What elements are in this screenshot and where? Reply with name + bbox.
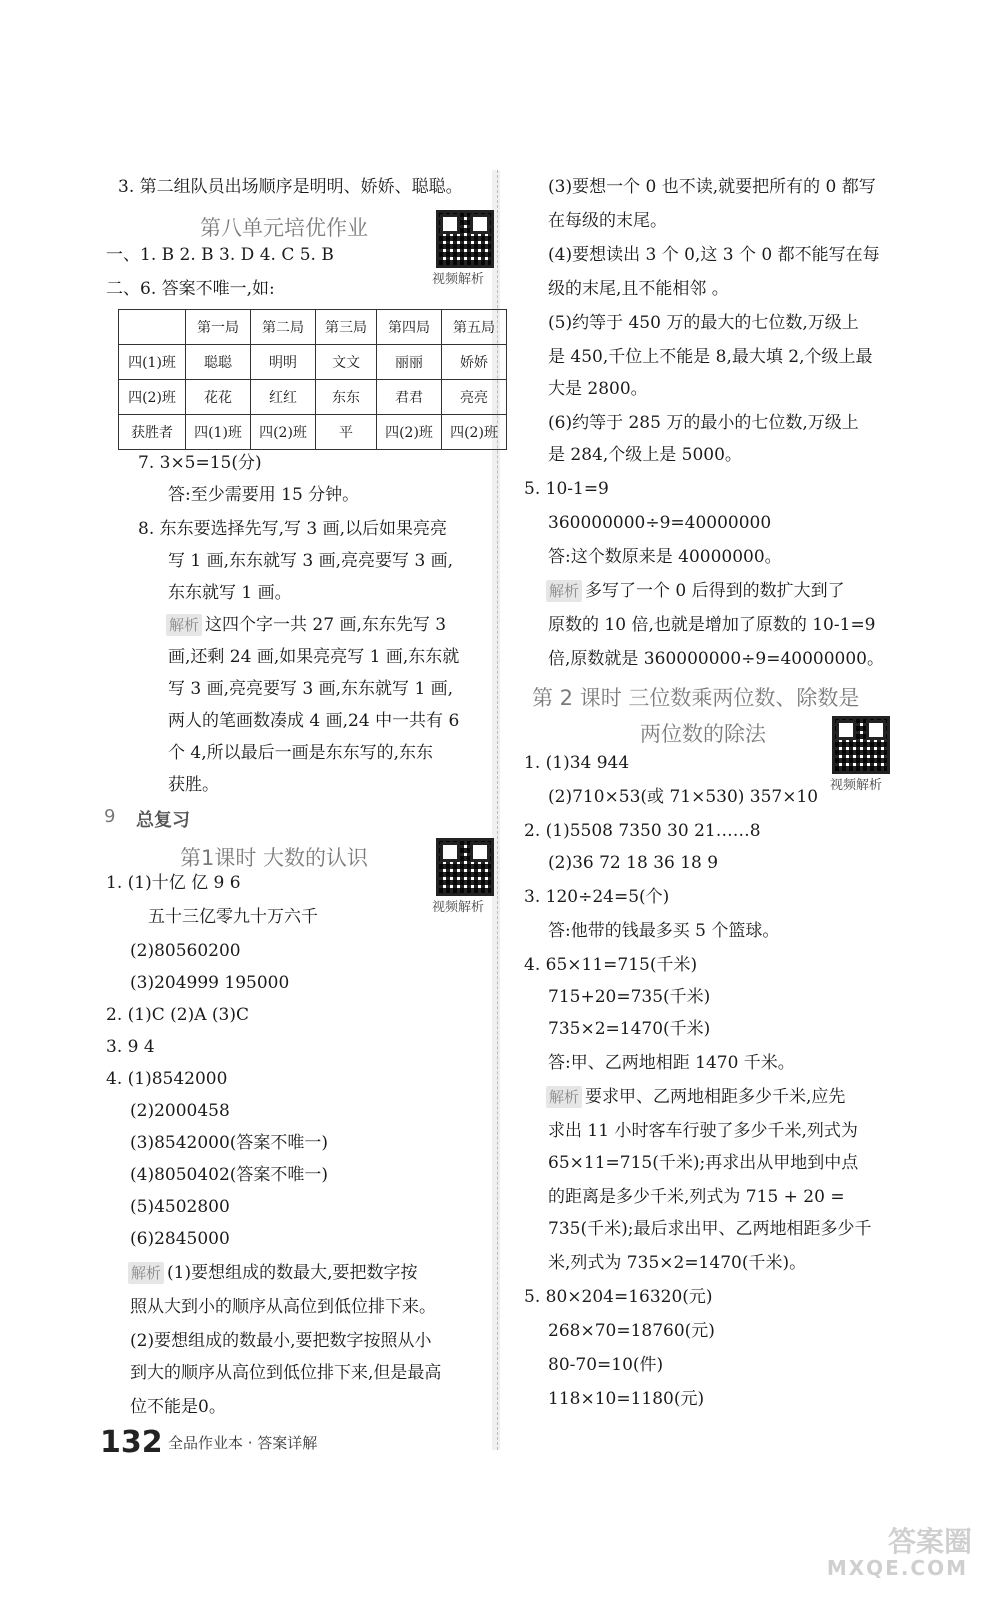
text-line: 360000000÷9=40000000 bbox=[548, 513, 772, 533]
table-cell: 四(2)班 bbox=[442, 415, 507, 450]
text-line: 写 1 画,东东就写 3 画,亮亮要写 3 画, bbox=[168, 551, 454, 571]
text-line: 735×2=1470(千米) bbox=[548, 1019, 711, 1039]
table-cell: 第四局 bbox=[377, 310, 442, 345]
text-line: 8. 东东要选择先写,写 3 画,以后如果亮亮 bbox=[138, 519, 448, 539]
table-cell: 四(2)班 bbox=[251, 415, 316, 450]
table-cell: 四(1)班 bbox=[119, 345, 186, 380]
text-line: 倍,原数就是 360000000÷9=40000000。 bbox=[548, 649, 884, 669]
text-line: 答:这个数原来是 40000000。 bbox=[548, 547, 782, 567]
text-line: 的距离是多少千米,列式为 715 + 20 = bbox=[548, 1187, 845, 1207]
qr-code-icon[interactable] bbox=[436, 838, 494, 896]
text-line: 3. 第二组队员出场顺序是明明、娇娇、聪聪。 bbox=[118, 177, 463, 197]
table-row bbox=[119, 380, 507, 415]
table-cell: 亮亮 bbox=[442, 380, 507, 415]
section-title: 两位数的除法 bbox=[640, 722, 766, 746]
text-line: 答:他带的钱最多买 5 个篮球。 bbox=[548, 921, 780, 941]
text-line: 65×11=715(千米);再求出从甲地到中点 bbox=[548, 1153, 859, 1173]
table-cell: 获胜者 bbox=[119, 415, 186, 450]
table-cell: 平 bbox=[316, 415, 377, 450]
table-cell: 四(1)班 bbox=[186, 415, 251, 450]
text-line: 5. 10-1=9 bbox=[524, 479, 609, 499]
text-line: (6)2845000 bbox=[130, 1229, 230, 1249]
section-title: 第1课时 大数的认识 bbox=[180, 846, 369, 870]
text-line: 照从大到小的顺序从高位到低位排下来。 bbox=[130, 1297, 436, 1317]
text-line: 米,列式为 735×2=1470(千米)。 bbox=[548, 1253, 807, 1273]
text-line: 画,还剩 24 画,如果亮亮写 1 画,东东就 bbox=[168, 647, 460, 667]
table-cell: 四(2)班 bbox=[377, 415, 442, 450]
table-cell: 君君 bbox=[377, 380, 442, 415]
table-cell: 娇娇 bbox=[442, 345, 507, 380]
text-line: 4. (1)8542000 bbox=[106, 1069, 228, 1089]
page-number: 132 bbox=[100, 1425, 163, 1460]
text-line: 要求甲、乙两地相距多少千米,应先 bbox=[585, 1087, 846, 1107]
table-cell: 聪聪 bbox=[186, 345, 251, 380]
table-row bbox=[119, 345, 507, 380]
text-line: 在每级的末尾。 bbox=[548, 211, 667, 231]
score-table bbox=[118, 309, 507, 450]
text-line: (3)要想一个 0 也不读,就要把所有的 0 都写 bbox=[548, 177, 876, 197]
footer-title: 全品作业本 · 答案详解 bbox=[168, 1434, 318, 1452]
text-line: 二、6. 答案不唯一,如: bbox=[106, 279, 275, 299]
text-line: 位不能是0。 bbox=[130, 1397, 226, 1417]
watermark-logo: 答案圈 bbox=[887, 1525, 972, 1558]
table-cell bbox=[119, 310, 186, 345]
text-line: 2. (1)5508 7350 30 21……8 bbox=[524, 821, 761, 841]
watermark-domain: MXQE.COM bbox=[826, 1556, 968, 1580]
analysis-line bbox=[546, 580, 845, 602]
chapter-title: 总复习 bbox=[136, 810, 190, 831]
text-line: (3)204999 195000 bbox=[130, 973, 290, 993]
analysis-line bbox=[128, 1262, 418, 1284]
text-line: 7. 3×5=15(分) bbox=[138, 453, 262, 473]
text-line: 3. 9 4 bbox=[106, 1037, 155, 1057]
text-line: 到大的顺序从高位到低位排下来,但是最高 bbox=[130, 1363, 442, 1383]
text-line: 是 284,个级上是 5000。 bbox=[548, 445, 742, 465]
text-line: 1. (1)34 944 bbox=[524, 753, 630, 773]
text-line: 268×70=18760(元) bbox=[548, 1321, 715, 1341]
analysis-line bbox=[166, 614, 446, 636]
analysis-badge: 解析 bbox=[166, 614, 202, 636]
text-line: 5. 80×204=16320(元) bbox=[524, 1287, 713, 1307]
text-line: 715+20=735(千米) bbox=[548, 987, 711, 1007]
text-line: 2. (1)C (2)A (3)C bbox=[106, 1005, 249, 1025]
text-line: 118×10=1180(元) bbox=[548, 1389, 705, 1409]
text-line: 两人的笔画数凑成 4 画,24 中一共有 6 bbox=[168, 711, 460, 731]
text-line: (3)8542000(答案不唯一) bbox=[130, 1133, 329, 1153]
text-line: 求出 11 小时客车行驶了多少千米,列式为 bbox=[548, 1121, 858, 1141]
text-line: 1. (1)十亿 亿 9 6 bbox=[106, 873, 241, 893]
table-cell: 第二局 bbox=[251, 310, 316, 345]
text-line: (4)8050402(答案不唯一) bbox=[130, 1165, 329, 1185]
analysis-badge: 解析 bbox=[546, 580, 582, 602]
text-line: 东东就写 1 画。 bbox=[168, 583, 292, 603]
analysis-badge: 解析 bbox=[546, 1086, 582, 1108]
text-line: (4)要想读出 3 个 0,这 3 个 0 都不能写在每 bbox=[548, 245, 880, 265]
text-line: 80-70=10(件) bbox=[548, 1355, 664, 1375]
table-row bbox=[119, 310, 507, 345]
text-line: 4. 65×11=715(千米) bbox=[524, 955, 698, 975]
table-cell: 第一局 bbox=[186, 310, 251, 345]
qr-label: 视频解析 bbox=[830, 778, 883, 793]
table-cell: 明明 bbox=[251, 345, 316, 380]
text-line: 五十三亿零九十万六千 bbox=[148, 907, 318, 927]
text-line: 获胜。 bbox=[168, 775, 219, 795]
section-title: 第 2 课时 三位数乘两位数、除数是 bbox=[532, 686, 860, 710]
text-line: 大是 2800。 bbox=[548, 379, 648, 399]
text-line: (1)要想组成的数最大,要把数字按 bbox=[167, 1263, 418, 1283]
chapter-number: 9 bbox=[104, 806, 116, 827]
text-line: (5)约等于 450 万的最大的七位数,万级上 bbox=[548, 313, 859, 333]
table-cell: 丽丽 bbox=[377, 345, 442, 380]
text-line: 原数的 10 倍,也就是增加了原数的 10-1=9 bbox=[548, 615, 876, 635]
text-line: 735(千米);最后求出甲、乙两地相距多少千 bbox=[548, 1219, 872, 1239]
analysis-badge: 解析 bbox=[128, 1262, 164, 1284]
text-line: (2)710×53(或 71×530) 357×10 bbox=[548, 787, 819, 807]
text-line: 3. 120÷24=5(个) bbox=[524, 887, 670, 907]
analysis-line bbox=[546, 1086, 845, 1108]
section-title: 第八单元培优作业 bbox=[200, 216, 368, 240]
table-cell: 花花 bbox=[186, 380, 251, 415]
text-line: 个 4,所以最后一画是东东写的,东东 bbox=[168, 743, 434, 763]
table-cell: 红红 bbox=[251, 380, 316, 415]
text-line: 一、1. B 2. B 3. D 4. C 5. B bbox=[106, 245, 334, 265]
text-line: 写 3 画,亮亮要写 3 画,东东就写 1 画, bbox=[168, 679, 454, 699]
table-cell: 第三局 bbox=[316, 310, 377, 345]
text-line: (2)2000458 bbox=[130, 1101, 230, 1121]
text-line: 是 450,千位上不能是 8,最大填 2,个级上最 bbox=[548, 347, 873, 367]
text-line: (2)36 72 18 36 18 9 bbox=[548, 853, 719, 873]
text-line: 答:至少需要用 15 分钟。 bbox=[168, 485, 360, 505]
qr-label: 视频解析 bbox=[432, 900, 485, 915]
text-line: (6)约等于 285 万的最小的七位数,万级上 bbox=[548, 413, 859, 433]
text-line: (2)要想组成的数最小,要把数字按照从小 bbox=[130, 1331, 432, 1351]
qr-label: 视频解析 bbox=[432, 272, 485, 287]
text-line: 答:甲、乙两地相距 1470 千米。 bbox=[548, 1053, 795, 1073]
text-line: (5)4502800 bbox=[130, 1197, 230, 1217]
text-line: 多写了一个 0 后得到的数扩大到了 bbox=[585, 581, 845, 601]
text-line: (2)80560200 bbox=[130, 941, 241, 961]
qr-code-icon[interactable] bbox=[436, 210, 494, 268]
table-cell: 四(2)班 bbox=[119, 380, 186, 415]
table-cell: 第五局 bbox=[442, 310, 507, 345]
text-line: 级的末尾,且不能相邻 。 bbox=[548, 279, 729, 299]
text-line: 这四个字一共 27 画,东东先写 3 bbox=[205, 615, 447, 635]
table-row bbox=[119, 415, 507, 450]
table-cell: 东东 bbox=[316, 380, 377, 415]
qr-code-icon[interactable] bbox=[832, 716, 890, 774]
table-cell: 文文 bbox=[316, 345, 377, 380]
